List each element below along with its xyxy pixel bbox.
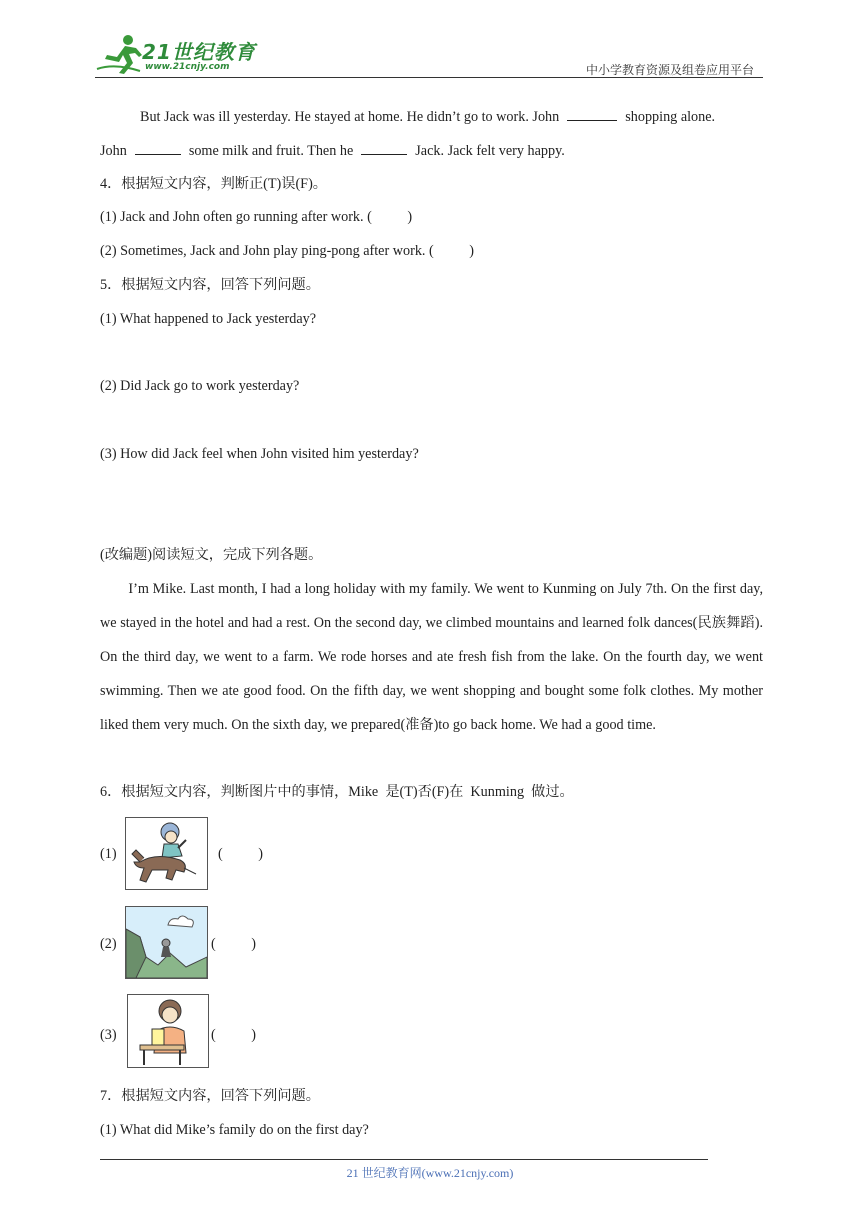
logo-main-text: 21世纪教育 [142, 40, 256, 64]
q6-item-3-label: (3) [100, 1027, 117, 1043]
passage1-s5: Jack. Jack felt very happy. [415, 143, 565, 159]
person-climbing-mountain-picture [125, 906, 208, 979]
logo-url-text: www.21cnjy.com [145, 62, 230, 72]
passage1-line2 [100, 140, 565, 161]
header-rule [95, 77, 763, 78]
q5-item-2: (2) Did Jack go to work yesterday? [100, 378, 300, 394]
q6-item-2-label: (2) [100, 936, 117, 952]
q5-title: 5．根据短文内容，回答下列问题。 [100, 277, 320, 293]
running-man-logo-icon [95, 33, 145, 75]
answer-blank[interactable] [567, 106, 617, 121]
boy-riding-horse-picture [125, 817, 208, 890]
header-right-text: 中小学教育资源及组卷应用平台 [585, 63, 754, 77]
girl-reading-at-desk-picture [127, 994, 209, 1068]
footer-text: 21 世纪教育网(www.21cnjy.com) [346, 1166, 514, 1180]
q4-item-2: (2) Sometimes, Jack and John play ping-pong after work. ( ) [100, 243, 474, 259]
q6-item-1-answer[interactable]: ( ) [218, 846, 263, 862]
passage1-s4: some milk and fruit. Then he [188, 143, 354, 159]
section2-intro: (改编题)阅读短文，完成下列各题。 [100, 547, 323, 563]
q6-title: 6．根据短文内容，判断图片中的事情，Mike 是(T)否(F)在 Kunming 做过。 [100, 784, 574, 800]
mountain-climber-icon [126, 907, 207, 978]
q4-item-1: (1) Jack and John often go running after work. ( ) [100, 209, 413, 225]
passage1-s1: But Jack was ill yesterday. He stayed at home. He didn’t go to work. John [140, 109, 560, 125]
q6-item-2-answer[interactable]: ( ) [211, 936, 256, 952]
passage1-s3: John [100, 143, 127, 159]
q5-item-1: (1) What happened to Jack yesterday? [100, 311, 317, 327]
horse-rider-icon [126, 818, 207, 889]
footer-rule [100, 1159, 708, 1160]
answer-blank[interactable] [361, 140, 407, 155]
q6-item-1-label: (1) [100, 846, 117, 862]
header-logo [95, 33, 260, 78]
answer-blank[interactable] [135, 140, 181, 155]
section2-passage: I’m Mike. Last month, I had a long holiday with my family. We went to Kunming on July 7th. On the first day, we stayed in the hotel and had a rest. On the second day, we climbed mountains and learned folk dances(民族舞蹈). On the third day, we went to a farm. We rode horses and ate fresh fish from the lake. On the fourth day, we went swimming. Then we ate good food. On the fifth day, we went shopping and bought some folk clothes. My mother liked them very much. On the sixth day, we prepared(准备)to go back home. We had a good time. [100, 581, 763, 733]
reading-girl-icon [128, 995, 208, 1067]
q7-item-1: (1) What did Mike’s family do on the first day? [100, 1122, 369, 1138]
passage1-s2: shopping alone. [625, 109, 716, 125]
q4-title: 4．根据短文内容，判断正(T)误(F)。 [100, 176, 327, 192]
q5-item-3: (3) How did Jack feel when John visited him yesterday? [100, 446, 419, 462]
q7-title: 7．根据短文内容，回答下列问题。 [100, 1088, 320, 1104]
q6-item-3-answer[interactable]: ( ) [211, 1027, 256, 1043]
passage1-line1 [100, 106, 763, 127]
